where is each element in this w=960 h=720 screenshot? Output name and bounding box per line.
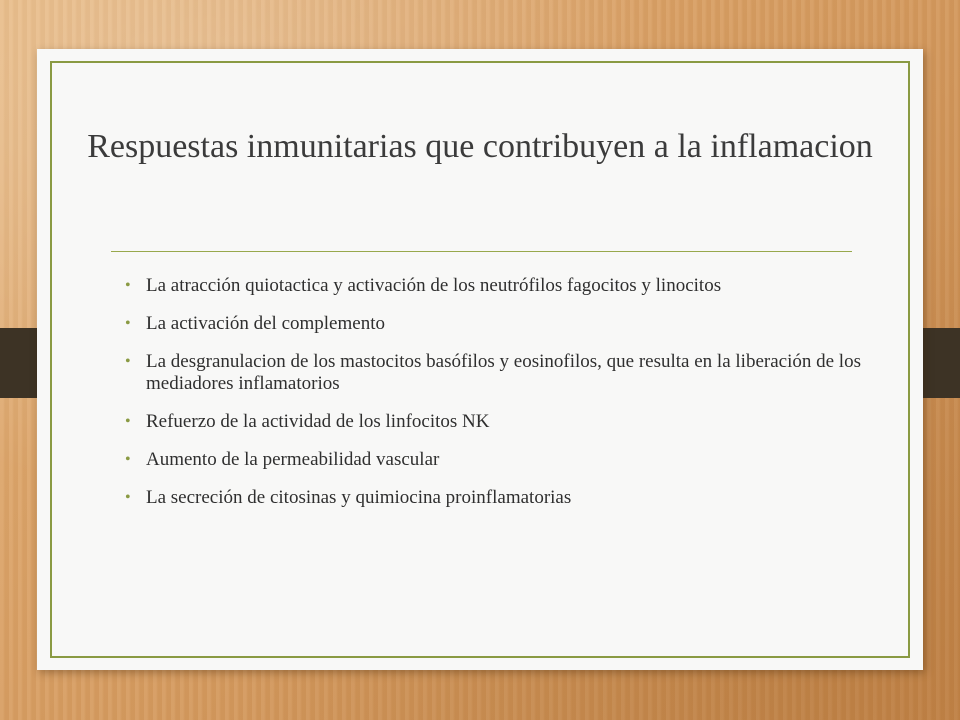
bullet-text: La activación del complemento (146, 313, 385, 334)
bullet-item (123, 275, 885, 297)
bullet-item (123, 487, 885, 509)
bullet-icon: • (125, 451, 131, 468)
bullet-list (123, 275, 885, 525)
bullet-icon: • (125, 277, 131, 294)
bullet-item (123, 351, 885, 395)
slide-card (37, 49, 923, 670)
bullet-icon: • (125, 489, 131, 506)
bullet-text: La desgranulacion de los mastocitos basófilos y eosinofilos, que resulta en la liberación de los mediadores inflamatorios (146, 351, 861, 394)
bullet-text: La atracción quiotactica y activación de los neutrófilos fagocitos y linocitos (146, 275, 722, 296)
slide-title: Respuestas inmunitarias que contribuyen a la inflamacion (87, 128, 873, 165)
bullet-item (123, 313, 885, 335)
bullet-text: La secreción de citosinas y quimiocina proinflamatorias (146, 487, 572, 508)
title-divider (111, 251, 852, 252)
bullet-icon: • (125, 353, 131, 370)
bullet-item (123, 411, 885, 433)
bullet-item (123, 449, 885, 471)
bullet-text: Aumento de la permeabilidad vascular (146, 449, 440, 470)
bullet-icon: • (125, 315, 131, 332)
bullet-text: Refuerzo de la actividad de los linfocitos NK (146, 411, 490, 432)
bullet-icon: • (125, 413, 131, 430)
